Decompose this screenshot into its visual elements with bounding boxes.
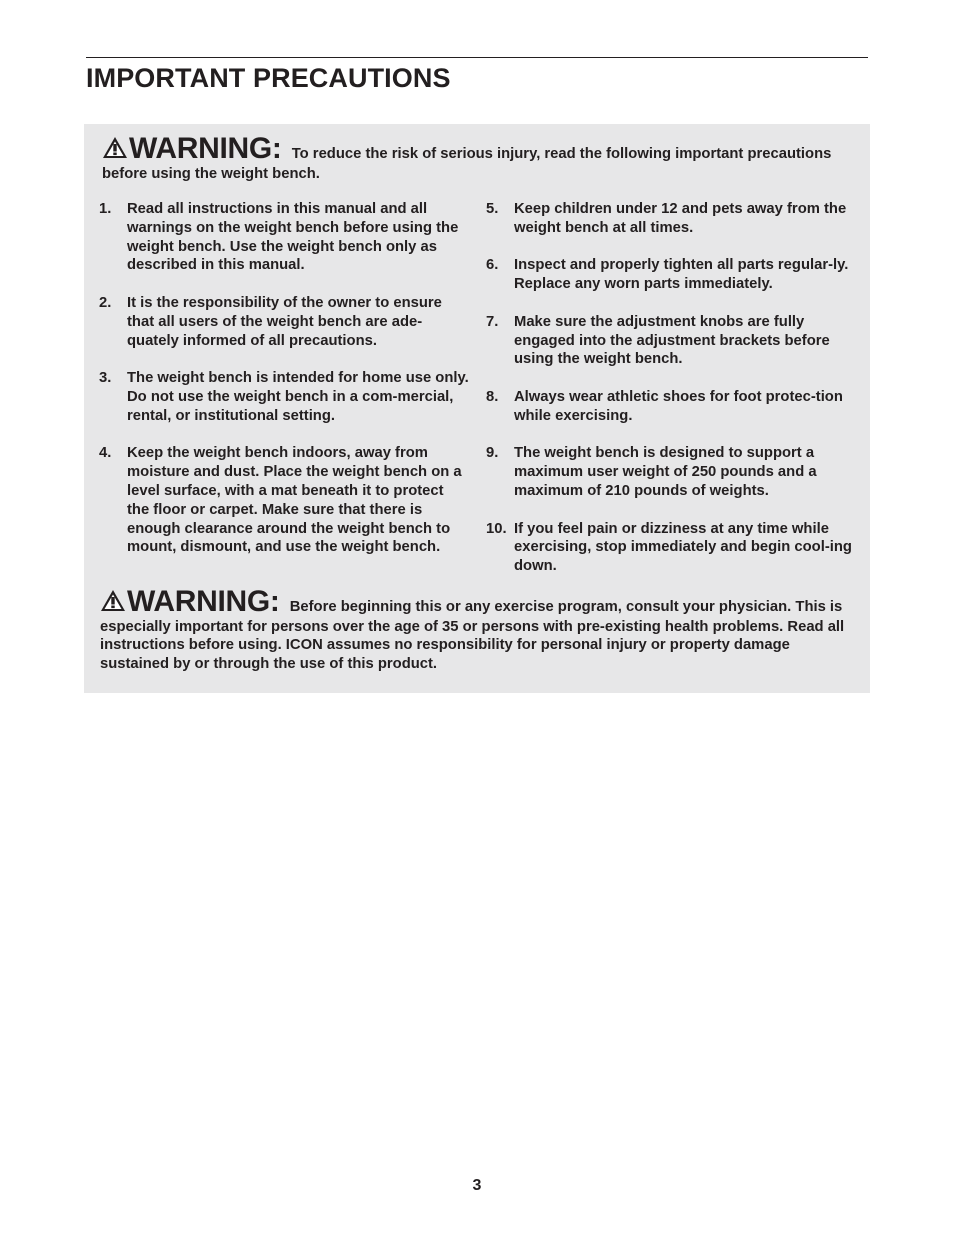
page-title: IMPORTANT PRECAUTIONS — [86, 63, 451, 93]
precaution-text: If you feel pain or dizziness at any time while exercising, stop immediately and begin cool-ing down. — [514, 520, 852, 575]
warning-triangle-icon — [100, 589, 126, 618]
page-number: 3 — [472, 1177, 482, 1194]
precaution-text: Read all instructions in this manual and all warnings on the weight bench before using the weight bench. Use the weight bench only as described in this manual. — [127, 201, 459, 274]
warning-box — [84, 124, 870, 693]
precaution-item — [99, 200, 469, 275]
precaution-item — [99, 369, 469, 425]
precaution-number: 7. — [486, 313, 499, 330]
precaution-number: 10. — [486, 520, 507, 537]
warning-text: Before beginning this or any exercise program, consult your physician. This is especially important for persons over the age of 35 or persons with pre-existing health problems. Read all instructions before using. ICON assumes no responsibility for personal injury or property damage sustained by or through the use of this product. — [100, 599, 845, 672]
precaution-text: The weight bench is intended for home use only. Do not use the weight bench in a com-mercial, rental, or institutional setting. — [127, 370, 469, 424]
precaution-item — [486, 256, 861, 294]
header-rule — [86, 57, 868, 58]
precaution-item — [486, 444, 861, 500]
precaution-text: It is the responsibility of the owner to ensure that all users of the weight bench are ade-quately informed of all precautions. — [127, 294, 442, 349]
precautions-column-right — [486, 200, 861, 595]
precaution-text: The weight bench is designed to support a maximum user weight of 250 pounds and a maximum of 210 pounds of weights. — [514, 445, 817, 499]
precaution-item — [99, 294, 469, 350]
warning-triangle-icon — [102, 136, 128, 165]
warning-text: To reduce the risk of serious injury, read the following important precautions before using the weight bench. — [102, 146, 832, 182]
precaution-item — [486, 388, 861, 426]
precaution-item — [486, 313, 861, 369]
precaution-number: 6. — [486, 257, 499, 274]
precaution-text: Always wear athletic shoes for foot protec-tion while exercising. — [514, 388, 843, 424]
precaution-item — [99, 444, 469, 557]
precaution-number: 9. — [486, 445, 499, 462]
precaution-text: Inspect and properly tighten all parts regular-ly. Replace any worn parts immediately. — [514, 257, 849, 293]
precaution-item — [486, 200, 861, 238]
warning-label: WARNING: — [127, 585, 280, 618]
warning-notice-top — [102, 132, 862, 183]
precautions-column-left — [99, 200, 469, 576]
precaution-number: 5. — [486, 201, 499, 217]
precaution-number: 4. — [99, 445, 112, 462]
precaution-number: 2. — [99, 294, 112, 311]
precaution-number: 1. — [99, 201, 112, 217]
precaution-item — [486, 520, 861, 576]
warning-notice-bottom — [100, 585, 862, 673]
precaution-text: Keep the weight bench indoors, away from moisture and dust. Place the weight bench on a level surface, with a mat beneath it to protect the floor or carpet. Make sure that there is enough clearance around the weight bench to mount, dismount, and use the weight bench. — [127, 445, 462, 556]
warning-label: WARNING: — [129, 132, 282, 165]
precaution-text: Make sure the adjustment knobs are fully engaged into the adjustment brackets before using the weight bench. — [514, 313, 830, 368]
precaution-number: 8. — [486, 388, 499, 405]
precaution-number: 3. — [99, 370, 112, 387]
precaution-text: Keep children under 12 and pets away from the weight bench at all times. — [514, 201, 847, 236]
